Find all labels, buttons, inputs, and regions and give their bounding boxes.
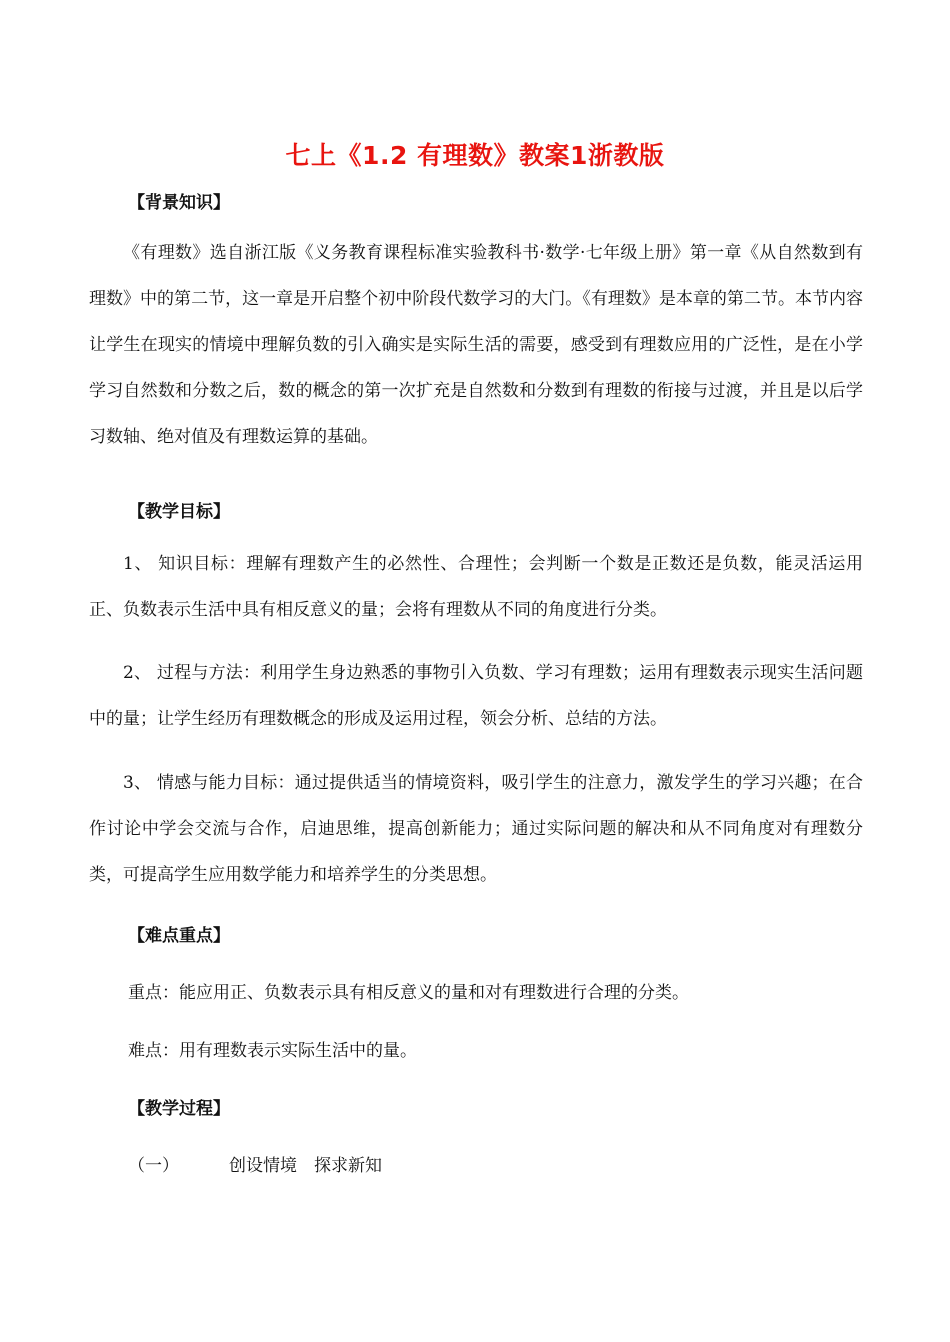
focus-text: 重点：能应用正、负数表示具有相反意义的量和对有理数进行合理的分类。 (128, 983, 689, 1003)
difficulty-text: 难点：用有理数表示实际生活中的量。 (128, 1041, 417, 1061)
objectives-heading: 【教学目标】 (128, 502, 230, 522)
background-paragraph: 《有理数》选自浙江版《义务教育课程标准实验教科书·数学·七年级上册》第一章《从自然数到有理数》中的第二节，这一章是开启整个初中阶段代数学习的大门。《有理数》是本章的第二节。本节内容让学生在现实的情境中理解负数的引入确实是实际生活的需要，感受到有理数应用的广泛性，是在小学学习自然数和分数之后，数的概念的第一次扩充是自然数和分数到有理数的衔接与过渡，并且是以后学习数轴、绝对值及有理数运算的基础。 (89, 243, 863, 447)
key-points-heading: 【难点重点】 (128, 926, 230, 946)
process-step-number: （一） (128, 1156, 179, 1176)
process-step-title: 创设情境 探求新知 (229, 1156, 382, 1176)
objective-item-3: 3、 情感与能力目标：通过提供适当的情境资料，吸引学生的注意力，激发学生的学习兴趣；在合作讨论中学会交流与合作，启迪思维，提高创新能力；通过实际问题的解决和从不同角度对有理数分类，可提高学生应用数学能力和培养学生的分类思想。 (89, 773, 863, 885)
process-heading: 【教学过程】 (128, 1099, 230, 1119)
objective-item-2: 2、 过程与方法：利用学生身边熟悉的事物引入负数、学习有理数；运用有理数表示现实生活问题中的量；让学生经历有理数概念的形成及运用过程，领会分析、总结的方法。 (89, 663, 863, 729)
document-title: 七上《1.2 有理数》教案1浙教版 (285, 141, 665, 170)
objective-item-1: 1、 知识目标：理解有理数产生的必然性、合理性；会判断一个数是正数还是负数，能灵活运用正、负数表示生活中具有相反意义的量；会将有理数从不同的角度进行分类。 (89, 554, 863, 620)
background-heading: 【背景知识】 (128, 193, 230, 213)
